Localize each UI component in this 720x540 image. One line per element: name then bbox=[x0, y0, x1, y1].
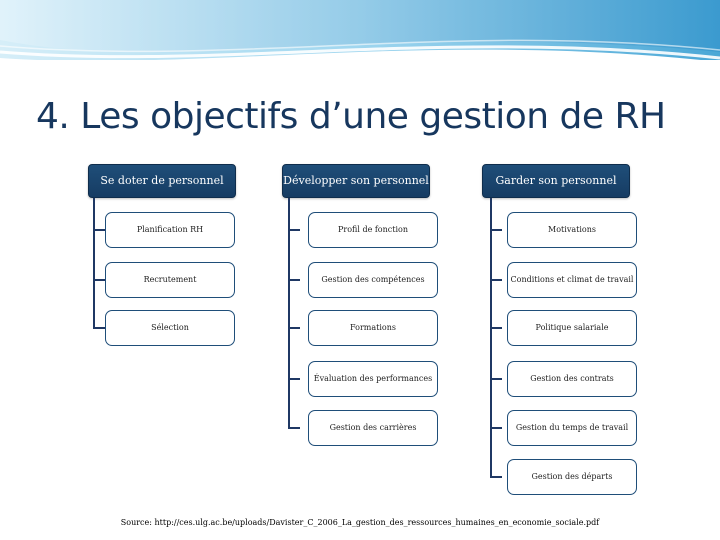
connector-tick bbox=[490, 378, 502, 380]
connector-tick bbox=[288, 378, 300, 380]
connector-line bbox=[288, 198, 290, 428]
connector-tick bbox=[93, 229, 105, 231]
node-motivations: Motivations bbox=[507, 212, 637, 248]
connector-tick bbox=[490, 476, 502, 478]
connector-tick bbox=[288, 327, 300, 329]
node-profil-de-fonction: Profil de fonction bbox=[308, 212, 438, 248]
connector-tick bbox=[288, 229, 300, 231]
node-gestion-des-departs: Gestion des départs bbox=[507, 459, 637, 495]
node-politique-salariale: Politique salariale bbox=[507, 310, 637, 346]
connector-line bbox=[490, 198, 492, 478]
node-gestion-des-carrieres: Gestion des carrières bbox=[308, 410, 438, 446]
node-gestion-des-competences: Gestion des compétences bbox=[308, 262, 438, 298]
connector-tick bbox=[490, 327, 502, 329]
header-banner bbox=[0, 0, 720, 80]
node-gestion-du-temps: Gestion du temps de travail bbox=[507, 410, 637, 446]
slide-title: 4. Les objectifs d’une gestion de RH bbox=[36, 96, 666, 137]
node-selection: Sélection bbox=[105, 310, 235, 346]
column-header-se-doter: Se doter de personnel bbox=[88, 164, 236, 198]
node-gestion-des-contrats: Gestion des contrats bbox=[507, 361, 637, 397]
column-header-garder: Garder son personnel bbox=[482, 164, 630, 198]
column-header-developper: Développer son personnel bbox=[282, 164, 430, 198]
connector-tick bbox=[490, 427, 502, 429]
connector-tick bbox=[93, 279, 105, 281]
node-planification-rh: Planification RH bbox=[105, 212, 235, 248]
node-conditions-et-climat: Conditions et climat de travail bbox=[507, 262, 637, 298]
connector-tick bbox=[490, 279, 502, 281]
node-recrutement: Recrutement bbox=[105, 262, 235, 298]
connector-tick bbox=[93, 327, 105, 329]
source-citation: Source: http://ces.ulg.ac.be/uploads/Davister_C_2006_La_gestion_des_ressources_humaines_en_economie_sociale.pdf bbox=[120, 518, 600, 527]
connector-tick bbox=[288, 279, 300, 281]
connector-tick bbox=[490, 229, 502, 231]
connector-line bbox=[93, 198, 95, 329]
node-formations: Formations bbox=[308, 310, 438, 346]
wave-banner-graphic bbox=[0, 0, 720, 80]
node-evaluation-des-performances: Évaluation des performances bbox=[308, 361, 438, 397]
connector-tick bbox=[288, 427, 300, 429]
